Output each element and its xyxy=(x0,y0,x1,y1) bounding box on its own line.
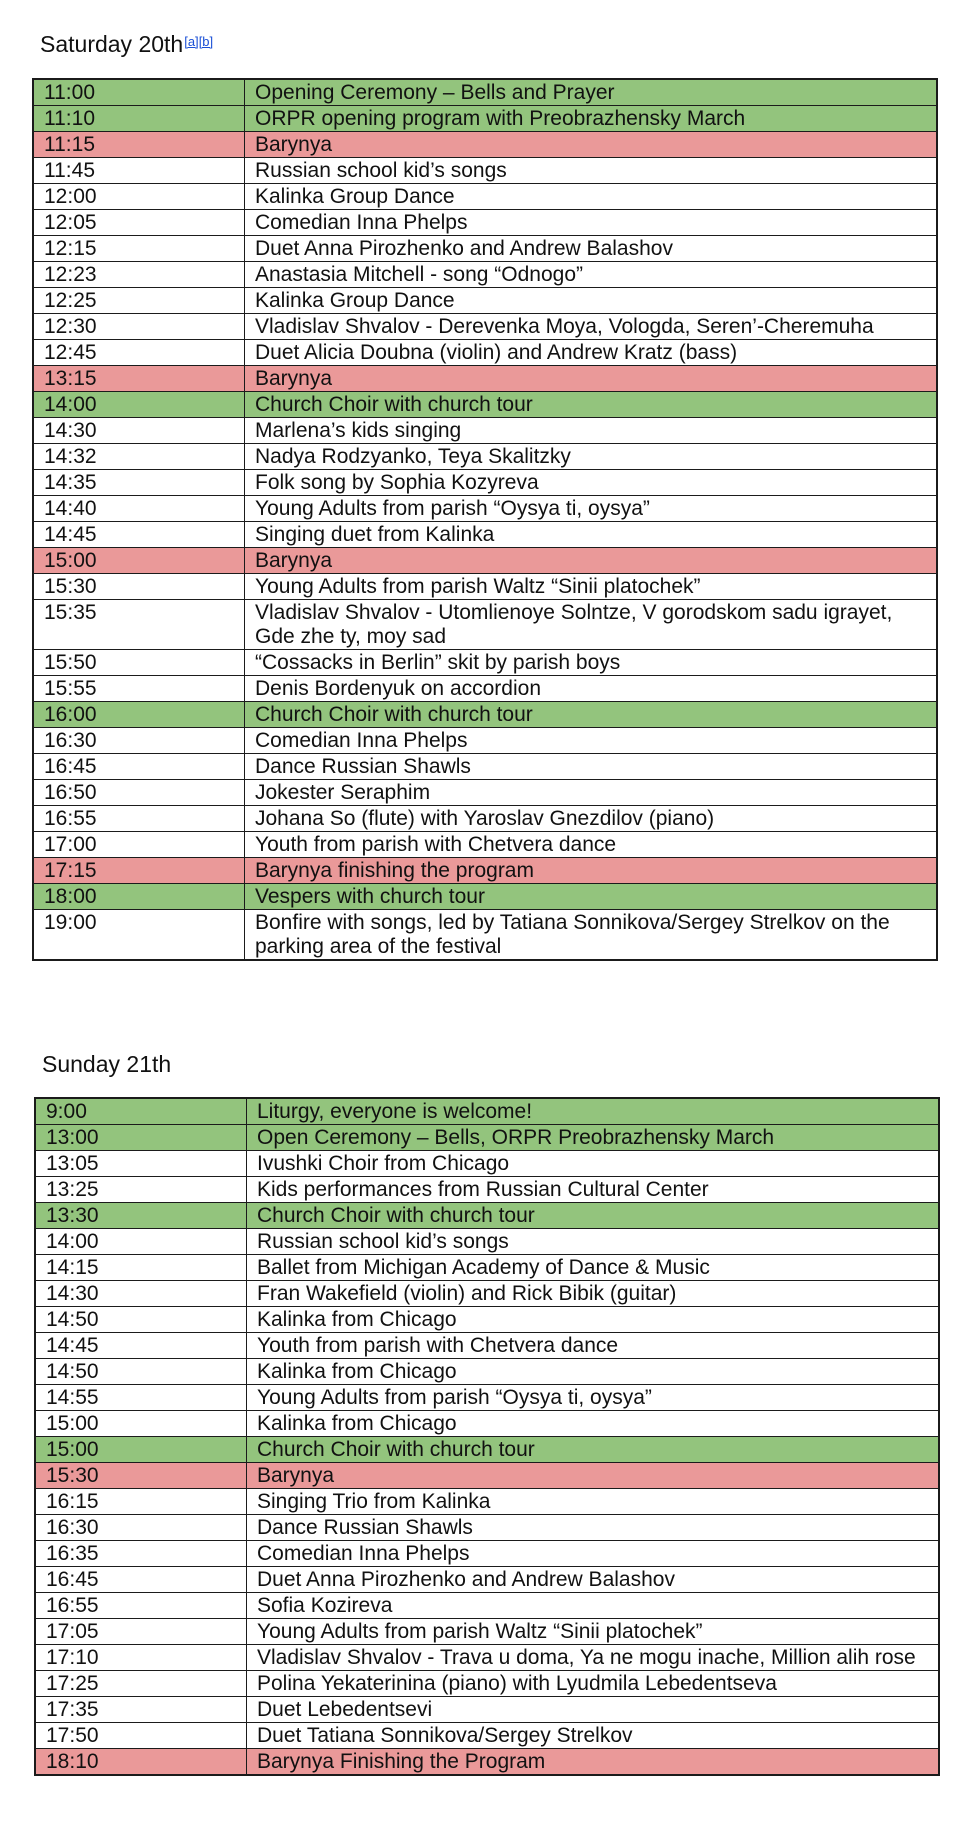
schedule-event: Young Adults from parish “Oysya ti, oysya” xyxy=(245,496,938,522)
schedule-row xyxy=(33,858,937,884)
schedule-row xyxy=(35,1229,939,1255)
schedule-time: 11:15 xyxy=(33,132,245,158)
schedule-row xyxy=(35,1359,939,1385)
schedule-time: 14:00 xyxy=(33,392,245,418)
schedule-row xyxy=(33,832,937,858)
schedule-row xyxy=(33,392,937,418)
schedule-time: 16:45 xyxy=(33,754,245,780)
schedule-event: Barynya finishing the program xyxy=(245,858,938,884)
schedule-time: 15:55 xyxy=(33,676,245,702)
schedule-time: 16:50 xyxy=(33,780,245,806)
schedule-event: Denis Bordenyuk on accordion xyxy=(245,676,938,702)
schedule-event: Dance Russian Shawls xyxy=(245,754,938,780)
schedule-row xyxy=(33,780,937,806)
schedule-time: 17:00 xyxy=(33,832,245,858)
schedule-row xyxy=(33,210,937,236)
schedule-time: 18:10 xyxy=(35,1749,247,1776)
schedule-row xyxy=(35,1281,939,1307)
schedule-time: 12:05 xyxy=(33,210,245,236)
schedule-time: 14:30 xyxy=(35,1281,247,1307)
schedule-time: 14:45 xyxy=(35,1333,247,1359)
schedule-row xyxy=(35,1645,939,1671)
schedule-time: 16:35 xyxy=(35,1541,247,1567)
schedule-row xyxy=(33,600,937,650)
schedule-row xyxy=(35,1333,939,1359)
schedule-row xyxy=(35,1203,939,1229)
schedule-event: Vladislav Shvalov - Trava u doma, Ya ne mogu inache, Million alih rose xyxy=(247,1645,940,1671)
schedule-row xyxy=(33,314,937,340)
schedule-time: 15:50 xyxy=(33,650,245,676)
schedule-event: Church Choir with church tour xyxy=(245,702,938,728)
schedule-row xyxy=(33,158,937,184)
schedule-event: Russian school kid’s songs xyxy=(247,1229,940,1255)
schedule-row xyxy=(35,1489,939,1515)
schedule-time: 16:45 xyxy=(35,1567,247,1593)
schedule-event: Kids performances from Russian Cultural Center xyxy=(247,1177,940,1203)
schedule-event: Fran Wakefield (violin) and Rick Bibik (guitar) xyxy=(247,1281,940,1307)
schedule-event: Kalinka from Chicago xyxy=(247,1411,940,1437)
schedule-event: Ivushki Choir from Chicago xyxy=(247,1151,940,1177)
schedule-row xyxy=(33,676,937,702)
schedule-row xyxy=(33,496,937,522)
schedule-time: 12:00 xyxy=(33,184,245,210)
schedule-event: Young Adults from parish Waltz “Sinii platochek” xyxy=(247,1619,940,1645)
schedule-row xyxy=(33,910,937,961)
schedule-row xyxy=(33,106,937,132)
schedule-event: Singing duet from Kalinka xyxy=(245,522,938,548)
schedule-row xyxy=(35,1567,939,1593)
schedule-time: 14:50 xyxy=(35,1359,247,1385)
schedule-event: Barynya xyxy=(245,366,938,392)
schedule-time: 14:35 xyxy=(33,470,245,496)
schedule-row xyxy=(35,1671,939,1697)
schedule-row xyxy=(33,418,937,444)
schedule-row xyxy=(35,1098,939,1125)
schedule-time: 14:32 xyxy=(33,444,245,470)
schedule-time: 17:05 xyxy=(35,1619,247,1645)
schedule-event: “Cossacks in Berlin” skit by parish boys xyxy=(245,650,938,676)
schedule-event: Church Choir with church tour xyxy=(247,1437,940,1463)
schedule-event: Vladislav Shvalov - Derevenka Moya, Vologda, Seren’-Cheremuha xyxy=(245,314,938,340)
schedule-row xyxy=(33,728,937,754)
schedule-time: 12:25 xyxy=(33,288,245,314)
schedule-event: Duet Lebedentsevi xyxy=(247,1697,940,1723)
schedule-event: Young Adults from parish “Oysya ti, oysya” xyxy=(247,1385,940,1411)
schedule-event: Anastasia Mitchell - song “Odnogo” xyxy=(245,262,938,288)
schedule-event: Russian school kid’s songs xyxy=(245,158,938,184)
schedule-row xyxy=(35,1177,939,1203)
schedule-time: 15:00 xyxy=(35,1411,247,1437)
schedule-event: Opening Ceremony – Bells and Prayer xyxy=(245,79,938,106)
schedule-row xyxy=(33,522,937,548)
schedule-event: Kalinka from Chicago xyxy=(247,1307,940,1333)
schedule-time: 17:25 xyxy=(35,1671,247,1697)
schedule-event: Vladislav Shvalov - Utomlienoye Solntze, V gorodskom sadu igrayet, Gde zhe ty, moy sad xyxy=(245,600,938,650)
schedule-event: Church Choir with church tour xyxy=(247,1203,940,1229)
schedule-time: 14:45 xyxy=(33,522,245,548)
schedule-time: 17:50 xyxy=(35,1723,247,1749)
schedule-event: Kalinka from Chicago xyxy=(247,1359,940,1385)
schedule-event: Comedian Inna Phelps xyxy=(247,1541,940,1567)
schedule-event: Barynya xyxy=(245,132,938,158)
schedule-row xyxy=(33,132,937,158)
schedule-time: 14:55 xyxy=(35,1385,247,1411)
schedule-time: 17:35 xyxy=(35,1697,247,1723)
schedule-row xyxy=(35,1515,939,1541)
schedule-time: 11:00 xyxy=(33,79,245,106)
schedule-time: 13:30 xyxy=(35,1203,247,1229)
schedule-event: Barynya Finishing the Program xyxy=(247,1749,940,1776)
schedule-time: 14:30 xyxy=(33,418,245,444)
schedule-event: Open Ceremony – Bells, ORPR Preobrazhensky March xyxy=(247,1125,940,1151)
schedule-row xyxy=(33,236,937,262)
schedule-time: 16:00 xyxy=(33,702,245,728)
schedule-event: Barynya xyxy=(247,1463,940,1489)
schedule-row xyxy=(35,1151,939,1177)
schedule-row xyxy=(33,754,937,780)
schedule-time: 11:45 xyxy=(33,158,245,184)
schedule-time: 15:35 xyxy=(33,600,245,650)
schedule-event: Duet Anna Pirozhenko and Andrew Balashov xyxy=(247,1567,940,1593)
schedule-time: 16:55 xyxy=(35,1593,247,1619)
schedule-row xyxy=(33,184,937,210)
schedule-event: ORPR opening program with Preobrazhensky March xyxy=(245,106,938,132)
schedule-time: 16:55 xyxy=(33,806,245,832)
schedule-row xyxy=(33,548,937,574)
schedule-time: 16:15 xyxy=(35,1489,247,1515)
schedule-row xyxy=(33,470,937,496)
schedule-row xyxy=(35,1697,939,1723)
schedule-time: 11:10 xyxy=(33,106,245,132)
schedule-row xyxy=(33,340,937,366)
schedule-event: Folk song by Sophia Kozyreva xyxy=(245,470,938,496)
schedule-row xyxy=(33,288,937,314)
schedule-row xyxy=(35,1541,939,1567)
schedule-time: 17:15 xyxy=(33,858,245,884)
schedule-event: Church Choir with church tour xyxy=(245,392,938,418)
sunday-heading xyxy=(42,1050,171,1078)
schedule-event: Comedian Inna Phelps xyxy=(245,210,938,236)
schedule-event: Kalinka Group Dance xyxy=(245,184,938,210)
schedule-time: 13:25 xyxy=(35,1177,247,1203)
schedule-time: 15:00 xyxy=(33,548,245,574)
schedule-event: Marlena’s kids singing xyxy=(245,418,938,444)
schedule-event: Youth from parish with Chetvera dance xyxy=(245,832,938,858)
schedule-event: Barynya xyxy=(245,548,938,574)
schedule-time: 14:50 xyxy=(35,1307,247,1333)
schedule-time: 14:00 xyxy=(35,1229,247,1255)
schedule-time: 13:15 xyxy=(33,366,245,392)
schedule-time: 13:05 xyxy=(35,1151,247,1177)
schedule-row xyxy=(35,1749,939,1776)
saturday-footnotes xyxy=(184,34,213,49)
schedule-row xyxy=(35,1307,939,1333)
schedule-event: Nadya Rodzyanko, Teya Skalitzky xyxy=(245,444,938,470)
schedule-time: 15:00 xyxy=(35,1437,247,1463)
schedule-time: 12:30 xyxy=(33,314,245,340)
schedule-row xyxy=(33,884,937,910)
schedule-time: 12:45 xyxy=(33,340,245,366)
schedule-event: Johana So (flute) with Yaroslav Gnezdilov (piano) xyxy=(245,806,938,832)
schedule-row xyxy=(33,79,937,106)
schedule-time: 12:23 xyxy=(33,262,245,288)
schedule-row xyxy=(33,806,937,832)
sunday-title: Sunday 21th xyxy=(42,1051,172,1077)
schedule-time: 16:30 xyxy=(35,1515,247,1541)
schedule-time: 14:40 xyxy=(33,496,245,522)
schedule-row xyxy=(35,1593,939,1619)
saturday-title: Saturday 20th xyxy=(40,31,184,57)
schedule-event: Youth from parish with Chetvera dance xyxy=(247,1333,940,1359)
schedule-time: 15:30 xyxy=(35,1463,247,1489)
schedule-event: Singing Trio from Kalinka xyxy=(247,1489,940,1515)
footnote-link-b[interactable]: [b] xyxy=(198,34,214,49)
schedule-event: Polina Yekaterinina (piano) with Lyudmila Lebedentseva xyxy=(247,1671,940,1697)
schedule-event: Duet Anna Pirozhenko and Andrew Balashov xyxy=(245,236,938,262)
sunday-rows xyxy=(35,1098,939,1775)
schedule-event: Bonfire with songs, led by Tatiana Sonnikova/Sergey Strelkov on the parking area of the festival xyxy=(245,910,938,961)
schedule-time: 12:15 xyxy=(33,236,245,262)
schedule-event: Duet Tatiana Sonnikova/Sergey Strelkov xyxy=(247,1723,940,1749)
schedule-row xyxy=(35,1411,939,1437)
schedule-time: 17:10 xyxy=(35,1645,247,1671)
schedule-time: 16:30 xyxy=(33,728,245,754)
schedule-event: Duet Alicia Doubna (violin) and Andrew Kratz (bass) xyxy=(245,340,938,366)
schedule-event: Jokester Seraphim xyxy=(245,780,938,806)
schedule-time: 13:00 xyxy=(35,1125,247,1151)
schedule-row xyxy=(35,1385,939,1411)
saturday-heading xyxy=(40,30,213,58)
schedule-time: 19:00 xyxy=(33,910,245,961)
schedule-row xyxy=(33,366,937,392)
schedule-row xyxy=(33,444,937,470)
schedule-time: 15:30 xyxy=(33,574,245,600)
schedule-row xyxy=(33,650,937,676)
sunday-schedule-table xyxy=(34,1097,940,1776)
schedule-row xyxy=(35,1125,939,1151)
schedule-row xyxy=(35,1437,939,1463)
schedule-event: Ballet from Michigan Academy of Dance & Music xyxy=(247,1255,940,1281)
schedule-time: 9:00 xyxy=(35,1098,247,1125)
schedule-row xyxy=(35,1255,939,1281)
schedule-time: 18:00 xyxy=(33,884,245,910)
schedule-event: Comedian Inna Phelps xyxy=(245,728,938,754)
schedule-event: Liturgy, everyone is welcome! xyxy=(247,1098,940,1125)
schedule-event: Vespers with church tour xyxy=(245,884,938,910)
schedule-row xyxy=(35,1463,939,1489)
footnote-link-a[interactable]: [a] xyxy=(184,34,199,49)
schedule-event: Young Adults from parish Waltz “Sinii platochek” xyxy=(245,574,938,600)
schedule-row xyxy=(35,1619,939,1645)
schedule-event: Dance Russian Shawls xyxy=(247,1515,940,1541)
schedule-row xyxy=(35,1723,939,1749)
saturday-rows xyxy=(33,79,937,960)
schedule-time: 14:15 xyxy=(35,1255,247,1281)
saturday-schedule-table xyxy=(32,78,938,961)
schedule-row xyxy=(33,574,937,600)
schedule-event: Sofia Kozireva xyxy=(247,1593,940,1619)
schedule-row xyxy=(33,262,937,288)
schedule-event: Kalinka Group Dance xyxy=(245,288,938,314)
schedule-row xyxy=(33,702,937,728)
